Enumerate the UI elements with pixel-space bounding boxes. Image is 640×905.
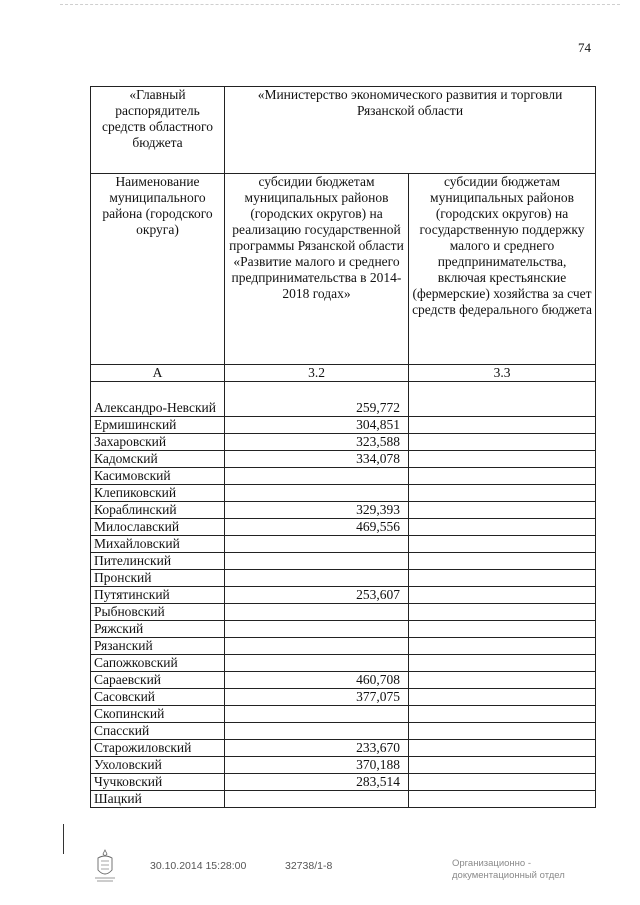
table-row: [91, 791, 596, 808]
value-3-2-cell: [225, 468, 409, 485]
department-stamp: [452, 858, 565, 882]
table-row: [91, 451, 596, 468]
registration-number: 32738/1-8: [285, 860, 333, 872]
district-name-cell: Александро-Невский: [91, 382, 225, 417]
table-row: [91, 434, 596, 451]
district-name-cell: Старожиловский: [91, 740, 225, 757]
district-name-cell: Чучковский: [91, 774, 225, 791]
value-3-3-cell: [409, 451, 596, 468]
table-row: [91, 536, 596, 553]
scan-artifact-line: [60, 4, 620, 9]
column-code-3-3: 3.3: [409, 365, 596, 382]
district-name-cell: Скопинский: [91, 706, 225, 723]
table-row: [91, 519, 596, 536]
value-3-3-cell: [409, 757, 596, 774]
value-3-3-cell: [409, 604, 596, 621]
value-3-3-cell: [409, 774, 596, 791]
table-header-distributor-row: [91, 87, 596, 174]
value-3-3-cell: [409, 723, 596, 740]
table-row: [91, 382, 596, 417]
value-3-3-cell: [409, 638, 596, 655]
district-name-cell: Ермишинский: [91, 417, 225, 434]
value-3-2-cell: [225, 791, 409, 808]
table-row: [91, 502, 596, 519]
table-row: [91, 485, 596, 502]
district-name-cell: Сасовский: [91, 689, 225, 706]
district-name-cell: Пронский: [91, 570, 225, 587]
table-row: [91, 723, 596, 740]
value-3-2-cell: [225, 706, 409, 723]
value-3-2-cell: 323,588: [225, 434, 409, 451]
value-3-2-cell: 329,393: [225, 502, 409, 519]
value-3-2-cell: 253,607: [225, 587, 409, 604]
district-name-cell: Сапожковский: [91, 655, 225, 672]
value-3-3-cell: [409, 536, 596, 553]
value-3-2-cell: 460,708: [225, 672, 409, 689]
value-3-3-cell: [409, 417, 596, 434]
district-name-cell: Сараевский: [91, 672, 225, 689]
table-row: [91, 774, 596, 791]
table-row: [91, 604, 596, 621]
value-3-2-cell: [225, 723, 409, 740]
table-row: [91, 740, 596, 757]
value-3-2-cell: 377,075: [225, 689, 409, 706]
value-3-3-cell: [409, 502, 596, 519]
district-name-cell: Пителинский: [91, 553, 225, 570]
value-3-3-cell: [409, 468, 596, 485]
table-row: [91, 689, 596, 706]
table-row: [91, 757, 596, 774]
table-row: [91, 570, 596, 587]
district-name-cell: Кадомский: [91, 451, 225, 468]
value-3-3-cell: [409, 621, 596, 638]
district-name-cell: Ухоловский: [91, 757, 225, 774]
page-number: 74: [578, 40, 591, 55]
department-stamp-line2: документационный отдел: [452, 870, 565, 881]
district-name-cell: Захаровский: [91, 434, 225, 451]
value-3-3-cell: [409, 791, 596, 808]
value-3-2-cell: 233,670: [225, 740, 409, 757]
table-row: [91, 621, 596, 638]
ministry-name: «Министерство экономического развития и торговли Рязанской области: [225, 87, 596, 174]
value-3-3-cell: [409, 519, 596, 536]
value-3-3-cell: [409, 706, 596, 723]
main-distributor-label: «Главный распорядитель средств областного бюджета: [91, 87, 225, 174]
value-3-3-cell: [409, 382, 596, 417]
district-name-cell: Касимовский: [91, 468, 225, 485]
budget-table: [90, 86, 596, 808]
value-3-2-cell: 469,556: [225, 519, 409, 536]
district-name-cell: Спасский: [91, 723, 225, 740]
value-3-2-cell: [225, 604, 409, 621]
column-header-name: Наименование муниципального района (городского округа): [91, 174, 225, 365]
stamp-datetime: 30.10.2014 15:28:00: [150, 860, 247, 872]
table-row: [91, 553, 596, 570]
district-name-cell: Шацкий: [91, 791, 225, 808]
value-3-2-cell: 304,851: [225, 417, 409, 434]
district-name-cell: Милославский: [91, 519, 225, 536]
value-3-3-cell: [409, 434, 596, 451]
value-3-3-cell: [409, 485, 596, 502]
document-footer: [0, 860, 640, 900]
table-row: [91, 587, 596, 604]
column-code-3-2: 3.2: [225, 365, 409, 382]
column-code-a: А: [91, 365, 225, 382]
value-3-2-cell: 334,078: [225, 451, 409, 468]
district-name-cell: Путятинский: [91, 587, 225, 604]
value-3-2-cell: 259,772: [225, 382, 409, 417]
district-name-cell: Клепиковский: [91, 485, 225, 502]
value-3-3-cell: [409, 553, 596, 570]
value-3-2-cell: [225, 536, 409, 553]
value-3-3-cell: [409, 740, 596, 757]
table-row: [91, 638, 596, 655]
value-3-2-cell: 283,514: [225, 774, 409, 791]
table-row: [91, 672, 596, 689]
table-row: [91, 468, 596, 485]
value-3-2-cell: [225, 638, 409, 655]
column-header-3-3: субсидии бюджетам муниципальных районов (городских округов) на государственную поддержку малого и среднего предпринимательства, включая крестьянские (фермерские) хозяйства за счет средств федерального бюджета: [409, 174, 596, 365]
value-3-2-cell: [225, 655, 409, 672]
value-3-2-cell: [225, 621, 409, 638]
value-3-2-cell: [225, 485, 409, 502]
value-3-3-cell: [409, 587, 596, 604]
table-header-columns-row: [91, 174, 596, 365]
column-codes-row: [91, 365, 596, 382]
column-header-3-2: субсидии бюджетам муниципальных районов (городских округов) на реализацию государственной программы Рязанской области «Развитие малого и среднего предпринимательства в 2014-2018 годах»: [225, 174, 409, 365]
table-row: [91, 706, 596, 723]
binding-mark: [63, 824, 67, 854]
district-name-cell: Кораблинский: [91, 502, 225, 519]
department-stamp-line1: Организационно -: [452, 858, 532, 869]
value-3-2-cell: 370,188: [225, 757, 409, 774]
district-name-cell: Рязанский: [91, 638, 225, 655]
table-row: [91, 417, 596, 434]
table-row: [91, 655, 596, 672]
district-name-cell: Ряжский: [91, 621, 225, 638]
district-name-cell: Рыбновский: [91, 604, 225, 621]
value-3-3-cell: [409, 672, 596, 689]
value-3-3-cell: [409, 570, 596, 587]
value-3-3-cell: [409, 689, 596, 706]
value-3-2-cell: [225, 553, 409, 570]
value-3-3-cell: [409, 655, 596, 672]
value-3-2-cell: [225, 570, 409, 587]
district-name-cell: Михайловский: [91, 536, 225, 553]
